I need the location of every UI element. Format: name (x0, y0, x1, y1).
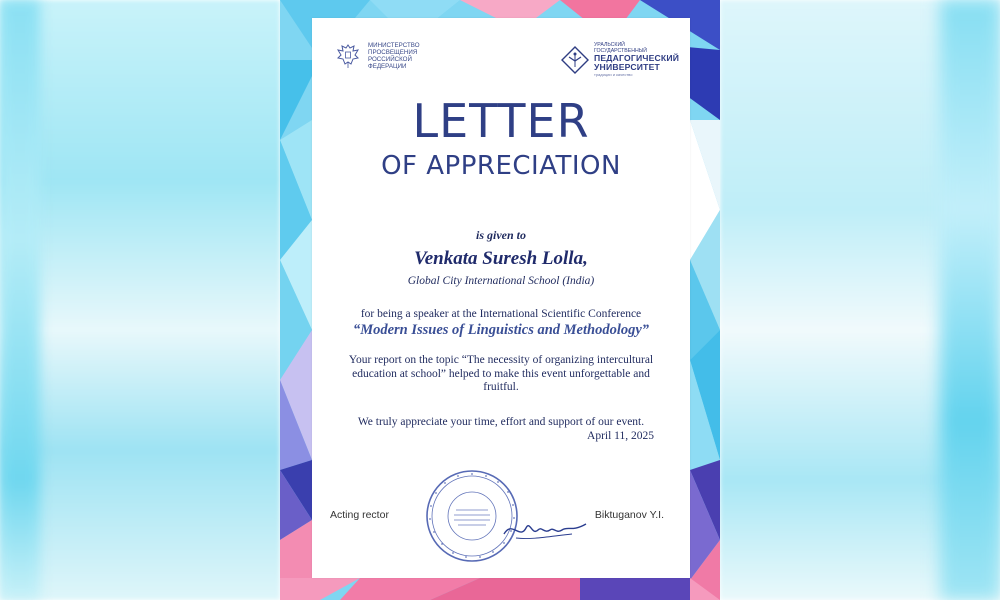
backdrop-left-glow (0, 0, 40, 600)
speaker-line: for being a speaker at the International Scientific Conference (360, 308, 642, 320)
ministry-logo (334, 42, 426, 70)
title-letter: LETTER (412, 94, 590, 148)
recipient-school: Global City International School (India) (407, 275, 595, 287)
recipient-name: Venkata Suresh Lolla, (414, 248, 588, 269)
title-appreciation: OF APPRECIATION (381, 151, 621, 181)
report-text: Your report on the topic “The necessity of organizing intercultural education at school” helped to make this event unforgettable and fruitful. (348, 354, 654, 393)
university-diamond-icon (560, 45, 590, 75)
university-line2a: ПЕДАГОГИЧЕСКИЙ (594, 53, 680, 63)
signature-icon (502, 510, 588, 550)
university-logo (560, 42, 680, 77)
thanks-text: We truly appreciate your time, effort and support of our event. (357, 416, 645, 428)
university-line2b: УНИВЕРСИТЕТ (594, 62, 660, 72)
eagle-emblem-icon (334, 42, 362, 70)
signatory-name: Biktuganov Y.I. (594, 509, 664, 521)
issue-date: April 11, 2025 (587, 430, 654, 442)
given-to-text: is given to (476, 228, 526, 242)
ministry-logo-text: МИНИСТЕРСТВО ПРОСВЕЩЕНИЯ РОССИЙСКОЙ ФЕДЕРАЦИИ (368, 42, 420, 70)
backdrop-right-glow (940, 0, 1000, 600)
conference-name: “Modern Issues of Linguistics and Methodology” (352, 322, 650, 338)
university-line1: УРАЛЬСКИЙ ГОСУДАРСТВЕННЫЙ (594, 42, 648, 54)
university-line3: традиции и качество (594, 72, 633, 77)
backdrop-left (0, 0, 280, 600)
signatory-title: Acting rector (330, 509, 389, 521)
certificate-paper (312, 18, 690, 578)
